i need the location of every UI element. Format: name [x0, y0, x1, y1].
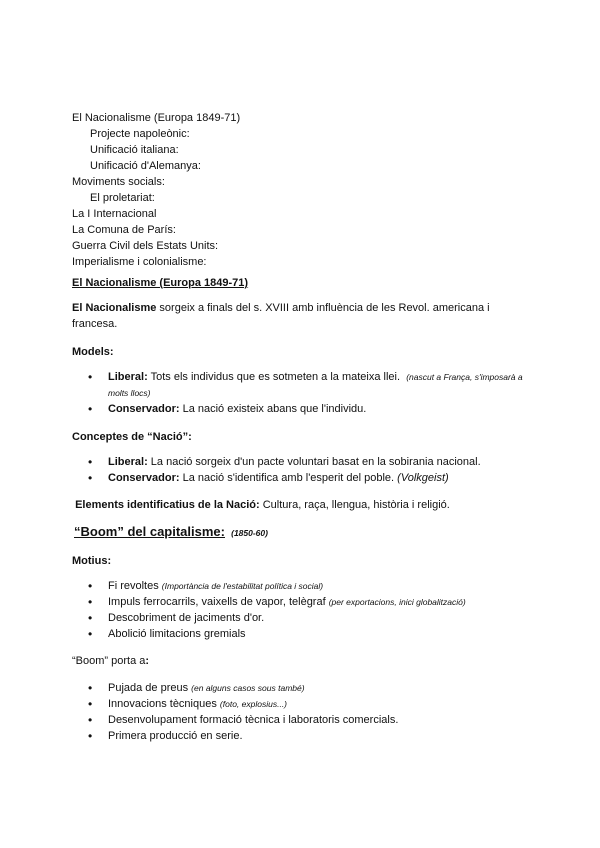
item-text: Desenvolupament formació tècnica i laboratoris comercials. — [108, 714, 399, 726]
item-note: (foto, explosius...) — [219, 699, 288, 709]
list-item — [72, 470, 532, 486]
toc-line: El Nacionalisme (Europa 1849-71) — [72, 112, 241, 124]
models-list — [72, 369, 532, 417]
toc-line: Unificació italiana: — [90, 144, 179, 156]
item-note: (per exportacions, inici globalització) — [328, 597, 466, 607]
toc-line: Unificació d'Alemanya: — [90, 160, 201, 172]
list-item — [72, 610, 532, 626]
porta-paragraph — [72, 653, 532, 669]
list-item — [72, 680, 532, 696]
item-text: Fi revoltes — [108, 580, 162, 592]
item-text: La nació s'identifica amb l'esperit del poble. — [179, 472, 395, 484]
list-item — [72, 712, 532, 728]
item-text: Primera producció en serie. — [108, 730, 243, 742]
item-label: Conservador: — [108, 403, 180, 415]
item-text: La nació sorgeix d'un pacte voluntari basat en la sobirania nacional. — [147, 456, 481, 468]
toc-line: La Comuna de París: — [72, 224, 176, 236]
porta-list — [72, 680, 532, 744]
porta-prefix: “Boom” porta a — [72, 655, 146, 667]
boom-dates: (1850-60) — [231, 528, 268, 538]
item-text: Impuls ferrocarrils, vaixells de vapor, telègraf — [108, 596, 329, 608]
list-item — [72, 578, 532, 594]
list-item — [72, 401, 532, 417]
boom-title: “Boom” del capitalisme: — [74, 524, 225, 539]
elements-label: Elements identificatius de la Nació: — [75, 499, 260, 511]
item-text: La nació existeix abans que l'individu. — [179, 403, 367, 415]
item-text: Pujada de preus — [108, 682, 192, 694]
list-item — [72, 696, 532, 712]
models-heading: Models: — [72, 346, 114, 358]
item-note: (Volkgeist) — [397, 472, 449, 484]
item-label: Conservador: — [108, 472, 180, 484]
motius-list — [72, 578, 532, 642]
elements-paragraph — [72, 497, 532, 513]
elements-text: Cultura, raça, llengua, història i religió. — [259, 499, 450, 511]
porta-colon: : — [145, 655, 150, 667]
list-item — [72, 626, 532, 642]
document-page — [72, 110, 532, 744]
toc-line: Guerra Civil dels Estats Units: — [72, 240, 219, 252]
item-note: (en alguns casos sous també) — [191, 683, 305, 693]
table-of-contents — [72, 110, 532, 270]
item-note: (Importància de l'estabilitat política i social) — [161, 581, 324, 591]
toc-line: Projecte napoleònic: — [90, 128, 190, 140]
item-note: (nascut a França, s'imposarà a molts llocs) — [108, 372, 523, 398]
boom-heading — [72, 524, 532, 541]
item-label: Liberal: — [108, 371, 148, 383]
list-item — [72, 369, 532, 401]
item-text: Abolició limitacions gremials — [108, 628, 246, 640]
toc-line: Moviments socials: — [72, 176, 165, 188]
concepts-list — [72, 454, 532, 486]
item-label: Liberal: — [108, 456, 148, 468]
motius-heading: Motius: — [72, 555, 112, 567]
concepts-heading: Conceptes de “Nació”: — [72, 431, 192, 443]
toc-line: La I Internacional — [72, 208, 157, 220]
list-item — [72, 728, 532, 744]
intro-paragraph — [72, 300, 532, 332]
intro-bold: El Nacionalisme — [72, 302, 157, 314]
toc-line: Imperialisme i colonialisme: — [72, 256, 207, 268]
item-text: Descobriment de jaciments d'or. — [108, 612, 265, 624]
item-text: Tots els individus que es sotmeten a la mateixa llei. — [147, 371, 401, 383]
section-heading-nationalism: El Nacionalisme (Europa 1849-71) — [72, 277, 249, 289]
toc-line: El proletariat: — [90, 192, 155, 204]
item-text: Innovacions tècniques — [108, 698, 220, 710]
intro-text: sorgeix a finals del s. XVIII amb influència de les Revol. americana i francesa. — [72, 302, 490, 330]
list-item — [72, 594, 532, 610]
list-item — [72, 454, 532, 470]
